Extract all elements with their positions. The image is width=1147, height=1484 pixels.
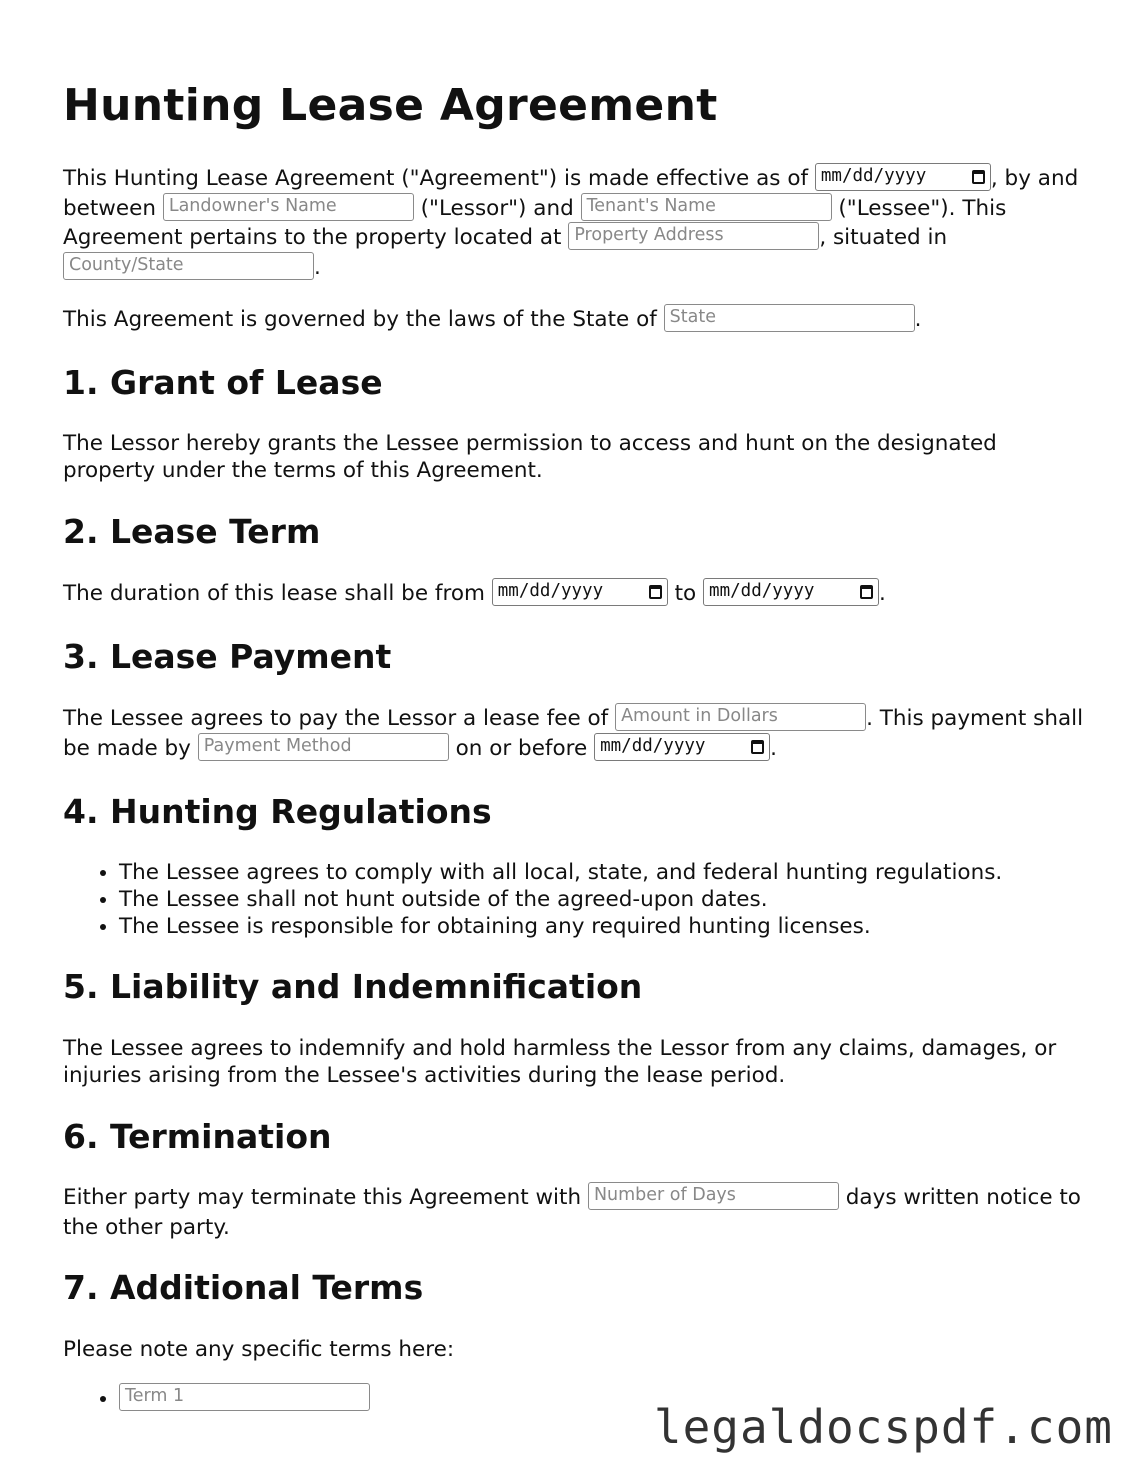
section-3-heading: 3. Lease Payment	[63, 637, 392, 676]
landowner-name-field[interactable]: Landowner's Name	[163, 193, 414, 221]
additional-terms-list	[63, 1385, 370, 1413]
calendar-icon[interactable]	[972, 170, 985, 184]
intro-paragraph	[63, 164, 1093, 282]
payment-text-1: The Lessee agrees to pay the Lessor a lease fee of	[63, 706, 609, 731]
calendar-icon[interactable]	[860, 585, 873, 599]
intro-text-1: This Hunting Lease Agreement ("Agreement") is made effective as of	[63, 166, 809, 191]
section-2-body	[63, 579, 1093, 609]
payment-text-2: . This payment shall be made by	[63, 706, 1084, 761]
section-5-body: The Lessee agrees to indemnify and hold harmless the Lessor from any claims, damages, or injuries arising from the Lessee's activities during the lease period.	[63, 1036, 1057, 1088]
calendar-icon[interactable]	[649, 585, 662, 599]
section-5-heading: 5. Liability and Indemnification	[63, 967, 643, 1006]
intro-text-2: , by and between	[63, 166, 1079, 221]
start-date-input[interactable]	[492, 578, 668, 606]
due-date-value: mm/dd/yyyy	[600, 735, 706, 756]
tenant-name-field[interactable]: Tenant's Name	[581, 193, 832, 221]
page-title: Hunting Lease Agreement	[63, 80, 718, 131]
governing-law-paragraph	[63, 305, 1093, 335]
section-2-heading: 2. Lease Term	[63, 512, 321, 551]
termination-text-2: days written notice to the other party.	[63, 1185, 1081, 1240]
start-date-value: mm/dd/yyyy	[497, 581, 604, 602]
payment-due-date-input[interactable]	[594, 733, 770, 761]
list-item: • The Lessee is responsible for obtaining any required hunting licenses.	[119, 913, 1002, 940]
section-3-body	[63, 704, 1093, 763]
payment-text-4: .	[770, 735, 777, 761]
section-7-heading: 7. Additional Terms	[63, 1268, 424, 1307]
notice-days-field[interactable]: Number of Days	[588, 1182, 839, 1210]
end-date-value: mm/dd/yyyy	[709, 581, 815, 602]
termination-text-1: Either party may terminate this Agreement with	[63, 1185, 582, 1210]
calendar-icon[interactable]	[751, 740, 764, 754]
intro-text-6: .	[314, 254, 321, 280]
intro-text-3: ("Lessor") and	[420, 195, 574, 221]
section-6-heading: 6. Termination	[63, 1117, 332, 1156]
watermark: legaldocspdf.com	[653, 1400, 1113, 1454]
governing-text-2: .	[914, 307, 922, 332]
term-1-field[interactable]: Term 1	[119, 1383, 370, 1411]
section-6-body	[63, 1183, 1093, 1242]
regulations-list	[63, 859, 1002, 940]
amount-field[interactable]: Amount in Dollars	[615, 703, 866, 731]
section-7-body: Please note any specific terms here:	[63, 1337, 455, 1362]
list-item: • The Lessee agrees to comply with all local, state, and federal hunting regulations.	[119, 859, 1002, 886]
county-state-field[interactable]: County/State	[63, 252, 314, 280]
list-item	[119, 1385, 370, 1413]
section-1-heading: 1. Grant of Lease	[63, 363, 383, 402]
lease-term-text-1: The duration of this lease shall be from	[63, 581, 485, 606]
lease-term-text-3: .	[879, 581, 886, 606]
payment-text-3: on or before	[455, 735, 588, 761]
state-field[interactable]: State	[664, 304, 915, 332]
section-1-body: The Lessor hereby grants the Lessee permission to access and hunt on the designated property under the terms of this Agreement.	[63, 431, 997, 483]
lease-term-text-2: to	[674, 581, 697, 606]
effective-date-input[interactable]	[815, 163, 991, 191]
property-address-field[interactable]: Property Address	[568, 222, 819, 250]
governing-text-1: This Agreement is governed by the laws of the State of	[63, 307, 657, 332]
section-4-heading: 4. Hunting Regulations	[63, 792, 492, 831]
intro-text-5: , situated in	[819, 225, 948, 250]
effective-date-value: mm/dd/yyyy	[820, 166, 927, 187]
end-date-input[interactable]	[703, 578, 879, 606]
list-item: • The Lessee shall not hunt outside of the agreed-upon dates.	[119, 886, 1002, 913]
intro-text-4: ("Lessee"). This Agreement pertains to the property located at	[63, 195, 1007, 250]
payment-method-field[interactable]: Payment Method	[198, 733, 449, 761]
